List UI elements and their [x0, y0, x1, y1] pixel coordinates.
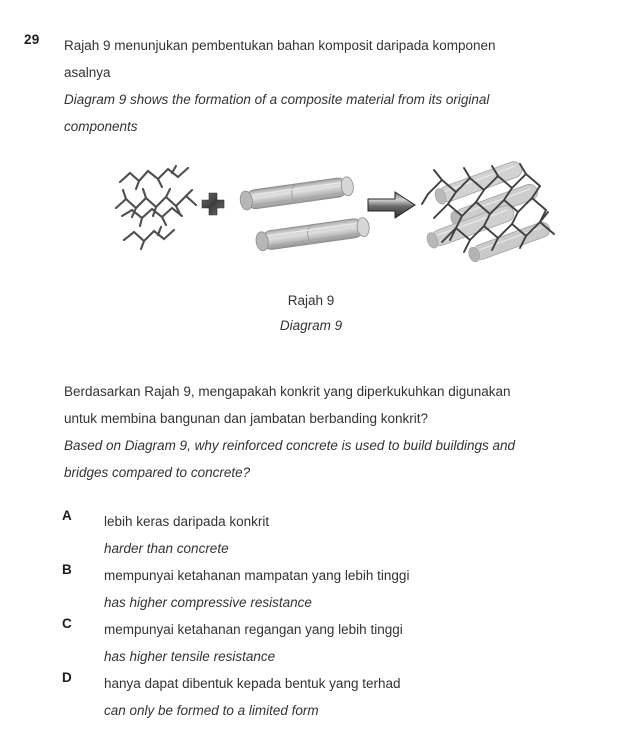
- option-c-letter: C: [62, 616, 72, 631]
- option-c-malay: mempunyai ketahanan regangan yang lebih tinggi: [104, 622, 403, 637]
- option-b-malay: mempunyai ketahanan mampatan yang lebih tinggi: [104, 568, 410, 583]
- composite-material: [422, 159, 554, 263]
- option-c[interactable]: [0, 616, 622, 670]
- question-body: [64, 378, 604, 486]
- answer-options: [0, 508, 622, 724]
- body-line-4: bridges compared to concrete?: [64, 465, 251, 480]
- body-line-1: Berdasarkan Rajah 9, mengapakah konkrit yang diperkukuhkan digunakan: [64, 384, 511, 399]
- stem-line-4: components: [64, 119, 138, 134]
- polymer-chain-network: [116, 166, 196, 249]
- option-a-english: harder than concrete: [104, 541, 229, 556]
- stem-line-1: Rajah 9 menunjukan pembentukan bahan komposit daripada komponen: [64, 38, 496, 53]
- stem-line-2: asalnya: [64, 65, 111, 80]
- option-b-letter: B: [62, 562, 72, 577]
- option-d-letter: D: [62, 670, 72, 685]
- body-line-2: untuk membina bangunan dan jambatan berbanding konkrit?: [64, 411, 429, 426]
- body-line-3: Based on Diagram 9, why reinforced concrete is used to build buildings and: [64, 438, 516, 453]
- option-d[interactable]: [0, 670, 622, 724]
- option-a-letter: A: [62, 508, 72, 523]
- question-number: 29: [24, 32, 40, 47]
- stem-line-3: Diagram 9 shows the formation of a composite material from its original: [64, 92, 490, 107]
- option-c-english: has higher tensile resistance: [104, 649, 276, 664]
- option-b[interactable]: [0, 562, 622, 616]
- reinforcing-fibre-rods: [239, 176, 370, 252]
- figure-caption-malay: Rajah 9: [287, 293, 335, 308]
- option-d-malay: hanya dapat dibentuk kepada bentuk yang terhad: [104, 676, 401, 691]
- figure-caption-english: Diagram 9: [279, 318, 343, 333]
- question-stem: [0, 32, 622, 140]
- plus-sign: [202, 193, 224, 215]
- option-b-english: has higher compressive resistance: [104, 595, 312, 610]
- figure-caption: [0, 288, 622, 338]
- option-a-malay: lebih keras daripada konkrit: [104, 514, 270, 529]
- option-a[interactable]: [0, 508, 622, 562]
- right-arrow: [368, 192, 415, 218]
- option-d-english: can only be formed to a limited form: [104, 703, 319, 718]
- question-stem-row: [0, 32, 622, 140]
- diagram-9-figure: [110, 150, 570, 275]
